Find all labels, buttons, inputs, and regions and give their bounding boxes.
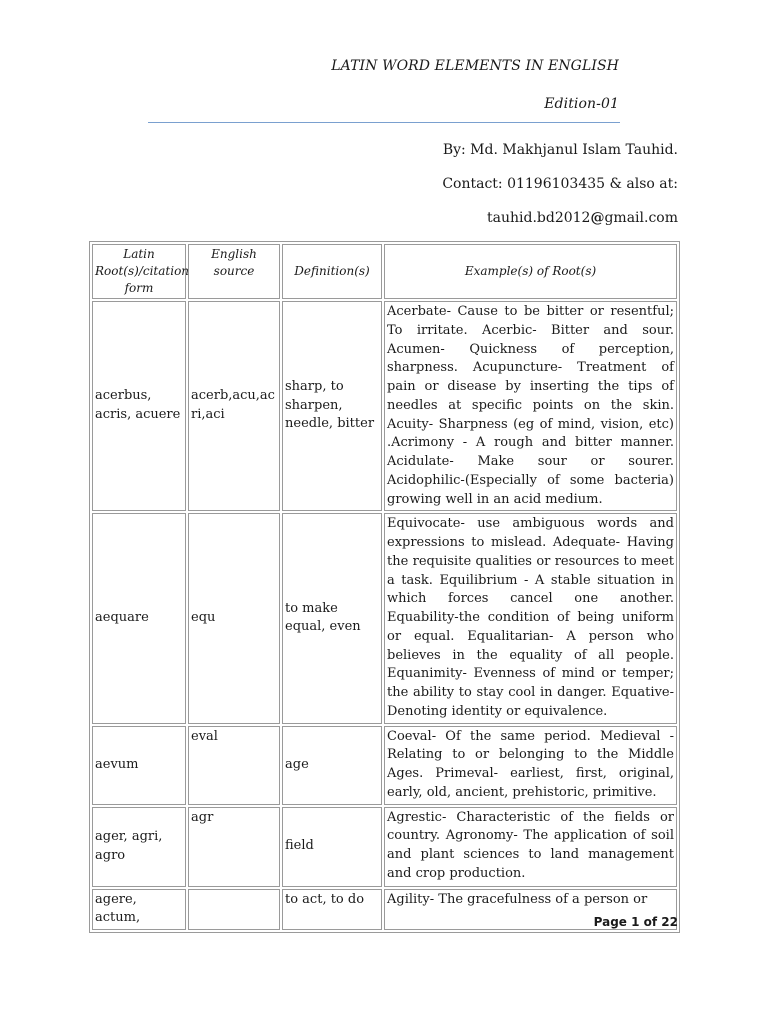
definition-cell: sharp, to sharpen, needle, bitter xyxy=(282,301,382,511)
page-current: 1 xyxy=(631,915,640,929)
root-cell: ager, agri, agro xyxy=(92,807,186,887)
table-row xyxy=(92,513,677,723)
page-label: Page xyxy=(593,915,632,929)
examples-cell: Acerbate- Cause to be bitter or resentful; To irritate. Acerbic- Bitter and sour. Acumen- Quickness of perception, sharpness. Acupuncture- Treatment of pain or disease by inserting the tips of needles at specific points on the skin. Acuity- Sharpness (eg of mind, vision, etc) .Acrimony - A rough and bitter manner. Acidulate- Make sour or sourer. Acidophilic-(Especially of some bacteria) growing well in an acid medium. xyxy=(384,301,677,511)
examples-cell: Equivocate- use ambiguous words and expressions to mislead. Adequate- Having the requisite qualities or resources to meet a task. Equilibrium - A stable situation in which forces cancel one another. Equability-the condition of being uniform or equal. Equalitarian- A person who believes in the equality of all people. Equanimity- Evenness of mind or temper; the ability to stay cool in danger. Equative- Denoting identity or equivalence. xyxy=(384,513,677,723)
page-total: 22 xyxy=(661,915,678,929)
document-title: LATIN WORD ELEMENTS IN ENGLISH xyxy=(331,58,619,74)
table-row xyxy=(92,301,677,511)
column-header-root: Latin Root(s)/citation form xyxy=(92,244,186,299)
examples-cell: Agility- The gracefulness of a person or xyxy=(384,889,677,930)
table-row xyxy=(92,889,677,930)
author-line: By: Md. Makhjanul Islam Tauhid. xyxy=(442,142,678,158)
column-header-definition: Definition(s) xyxy=(282,244,382,299)
page-number xyxy=(594,915,678,929)
examples-cell: Coeval- Of the same period. Medieval - Relating to or belonging to the Middle Ages. Primeval- earliest, first, original, early, old, ancient, prehistoric, primitive. xyxy=(384,726,677,805)
column-header-examples: Example(s) of Root(s) xyxy=(384,244,677,299)
page-separator: of xyxy=(639,915,662,929)
latin-roots-table xyxy=(89,241,680,933)
email-address[interactable] xyxy=(487,210,678,226)
email-at-sign: @ xyxy=(590,210,605,226)
edition-label: Edition-01 xyxy=(544,96,619,112)
contact-line: Contact: 01196103435 & also at: xyxy=(442,176,678,192)
source-cell: acerb,acu,acri,aci xyxy=(188,301,280,511)
root-cell: aevum xyxy=(92,726,186,805)
table-header-row xyxy=(92,244,677,299)
root-cell: aequare xyxy=(92,513,186,723)
table-row xyxy=(92,807,677,887)
definition-cell: to make equal, even xyxy=(282,513,382,723)
source-cell xyxy=(188,889,280,930)
source-cell: equ xyxy=(188,513,280,723)
definition-cell: to act, to do xyxy=(282,889,382,930)
table-row xyxy=(92,726,677,805)
definition-cell: age xyxy=(282,726,382,805)
definition-cell: field xyxy=(282,807,382,887)
header-divider xyxy=(148,122,620,123)
email-user: tauhid.bd2012 xyxy=(487,210,591,226)
root-cell: agere, actum, xyxy=(92,889,186,930)
column-header-source: English source xyxy=(188,244,280,299)
examples-cell: Agrestic- Characteristic of the fields or country. Agronomy- The application of soil and plant sciences to land management and crop production. xyxy=(384,807,677,887)
source-cell: agr xyxy=(188,807,280,887)
root-cell: acerbus, acris, acuere xyxy=(92,301,186,511)
source-cell: eval xyxy=(188,726,280,805)
email-domain: gmail.com xyxy=(604,210,678,226)
